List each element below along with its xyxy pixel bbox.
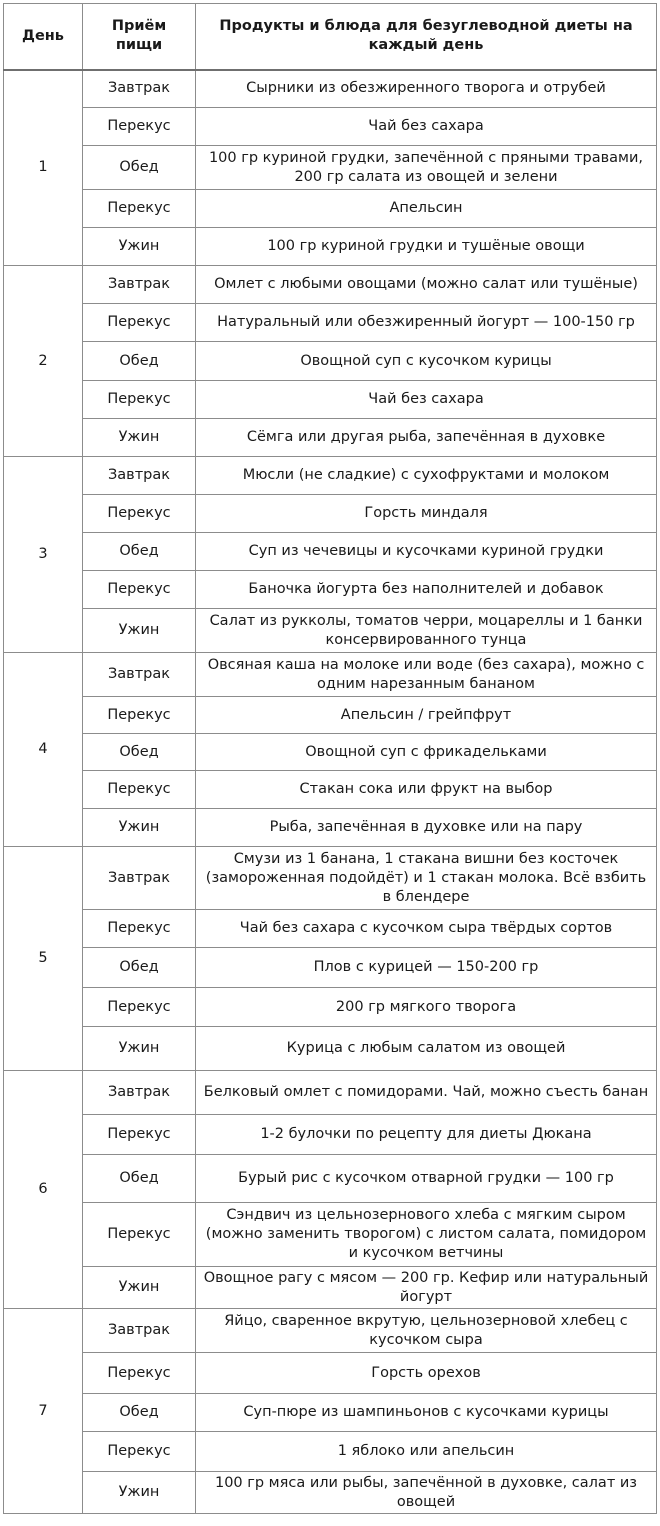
meal-food: Курица с любым салатом из овощей (196, 1027, 657, 1071)
day-number: 3 (4, 457, 83, 653)
meal-food: 100 гр куриной грудки, запечённой с пряными травами, 200 гр салата из овощей и зелени (196, 146, 657, 190)
meal-name: Ужин (83, 1472, 196, 1514)
table-row (4, 1155, 657, 1203)
meal-name: Ужин (83, 228, 196, 266)
meal-food: Овощное рагу с мясом — 200 гр. Кефир или натуральный йогурт (196, 1267, 657, 1309)
meal-name: Обед (83, 734, 196, 771)
meal-name: Ужин (83, 609, 196, 653)
day-number: 6 (4, 1071, 83, 1309)
day-number: 2 (4, 266, 83, 457)
meal-name: Перекус (83, 495, 196, 533)
meal-name: Перекус (83, 304, 196, 342)
meal-name: Обед (83, 342, 196, 381)
meal-name: Перекус (83, 381, 196, 419)
meal-food: Овощной суп с фрикадельками (196, 734, 657, 771)
table-row (4, 457, 657, 495)
meal-food: Овсяная каша на молоке или воде (без сахара), можно с одним нарезанным бананом (196, 653, 657, 697)
header-row (4, 4, 657, 70)
meal-name: Обед (83, 948, 196, 988)
meal-food: 100 гр куриной грудки и тушёные овощи (196, 228, 657, 266)
meal-name: Перекус (83, 1353, 196, 1394)
meal-name: Ужин (83, 419, 196, 457)
table-row (4, 734, 657, 771)
meal-food: Яйцо, сваренное вкрутую, цельнозерновой хлебец с кусочком сыра (196, 1309, 657, 1353)
meal-food: Стакан сока или фрукт на выбор (196, 771, 657, 809)
table-row (4, 381, 657, 419)
table-row (4, 533, 657, 571)
meal-food: Омлет с любыми овощами (можно салат или тушёные) (196, 266, 657, 304)
header-meal: Приём пищи (83, 4, 196, 70)
table-row (4, 1353, 657, 1394)
meal-name: Ужин (83, 1267, 196, 1309)
table-row (4, 988, 657, 1027)
meal-food: Смузи из 1 банана, 1 стакана вишни без косточек (замороженная подойдёт) и 1 стакан молока. Всё взбить в блендере (196, 847, 657, 910)
meal-food: Суп из чечевицы и кусочками куриной грудки (196, 533, 657, 571)
meal-name: Обед (83, 533, 196, 571)
meal-name: Перекус (83, 190, 196, 228)
table-row (4, 697, 657, 734)
table-row (4, 342, 657, 381)
meal-food: Белковый омлет с помидорами. Чай, можно съесть банан (196, 1071, 657, 1115)
meal-name: Ужин (83, 809, 196, 847)
table-row (4, 910, 657, 948)
table-row (4, 847, 657, 910)
day-number: 1 (4, 70, 83, 266)
table-row (4, 1432, 657, 1472)
meal-food: Горсть миндаля (196, 495, 657, 533)
table-row (4, 495, 657, 533)
meal-name: Завтрак (83, 1309, 196, 1353)
meal-food: Апельсин / грейпфрут (196, 697, 657, 734)
table-row (4, 190, 657, 228)
meal-food: Апельсин (196, 190, 657, 228)
meal-name: Перекус (83, 771, 196, 809)
table-row (4, 146, 657, 190)
meal-name: Завтрак (83, 266, 196, 304)
table-row (4, 948, 657, 988)
meal-name: Завтрак (83, 653, 196, 697)
table-row (4, 266, 657, 304)
meal-food: Сёмга или другая рыба, запечённая в духовке (196, 419, 657, 457)
meal-food: Чай без сахара (196, 108, 657, 146)
meal-name: Ужин (83, 1027, 196, 1071)
table-row (4, 571, 657, 609)
table-row (4, 1472, 657, 1514)
table-row (4, 228, 657, 266)
table-row (4, 419, 657, 457)
meal-food: 1 яблоко или апельсин (196, 1432, 657, 1472)
meal-name: Перекус (83, 571, 196, 609)
meal-name: Обед (83, 1155, 196, 1203)
table-row (4, 609, 657, 653)
table-row (4, 771, 657, 809)
meal-name: Обед (83, 1394, 196, 1432)
meal-food: 100 гр мяса или рыбы, запечённой в духовке, салат из овощей (196, 1472, 657, 1514)
table-row (4, 70, 657, 108)
meal-name: Перекус (83, 1203, 196, 1267)
meal-name: Перекус (83, 108, 196, 146)
meal-food: Сэндвич из цельнозернового хлеба с мягким сыром (можно заменить творогом) с листом салата, помидором и кусочком ветчины (196, 1203, 657, 1267)
header-day: День (4, 4, 83, 70)
meal-food: Баночка йогурта без наполнителей и добавок (196, 571, 657, 609)
meal-food: Горсть орехов (196, 1353, 657, 1394)
table-row (4, 1203, 657, 1267)
meal-food: Овощной суп с кусочком курицы (196, 342, 657, 381)
meal-food: Сырники из обезжиренного творога и отрубей (196, 70, 657, 108)
diet-table-body (4, 70, 657, 1514)
meal-food: Суп-пюре из шампиньонов с кусочками курицы (196, 1394, 657, 1432)
table-row (4, 108, 657, 146)
meal-food: 1-2 булочки по рецепту для диеты Дюкана (196, 1115, 657, 1155)
meal-name: Перекус (83, 988, 196, 1027)
meal-food: Салат из рукколы, томатов черри, моцареллы и 1 банки консервированного тунца (196, 609, 657, 653)
table-row (4, 1309, 657, 1353)
meal-name: Перекус (83, 697, 196, 734)
meal-food: Рыба, запечённая в духовке или на пару (196, 809, 657, 847)
table-row (4, 809, 657, 847)
table-row (4, 653, 657, 697)
meal-name: Обед (83, 146, 196, 190)
table-row (4, 1394, 657, 1432)
meal-name: Завтрак (83, 1071, 196, 1115)
meal-food: Плов с курицей — 150-200 гр (196, 948, 657, 988)
table-row (4, 1071, 657, 1115)
table-row (4, 1115, 657, 1155)
meal-food: Чай без сахара (196, 381, 657, 419)
meal-food: Бурый рис с кусочком отварной грудки — 100 гр (196, 1155, 657, 1203)
meal-name: Завтрак (83, 70, 196, 108)
day-number: 7 (4, 1309, 83, 1514)
table-row (4, 1027, 657, 1071)
meal-food: 200 гр мягкого творога (196, 988, 657, 1027)
day-number: 5 (4, 847, 83, 1071)
table-row (4, 1267, 657, 1309)
meal-name: Перекус (83, 1432, 196, 1472)
meal-food: Натуральный или обезжиренный йогурт — 100-150 гр (196, 304, 657, 342)
diet-table (3, 3, 657, 1514)
meal-name: Завтрак (83, 847, 196, 910)
meal-food: Чай без сахара с кусочком сыра твёрдых сортов (196, 910, 657, 948)
meal-food: Мюсли (не сладкие) с сухофруктами и молоком (196, 457, 657, 495)
meal-name: Перекус (83, 910, 196, 948)
table-row (4, 304, 657, 342)
meal-name: Завтрак (83, 457, 196, 495)
header-food: Продукты и блюда для безуглеводной диеты на каждый день (196, 4, 657, 70)
meal-name: Перекус (83, 1115, 196, 1155)
day-number: 4 (4, 653, 83, 847)
